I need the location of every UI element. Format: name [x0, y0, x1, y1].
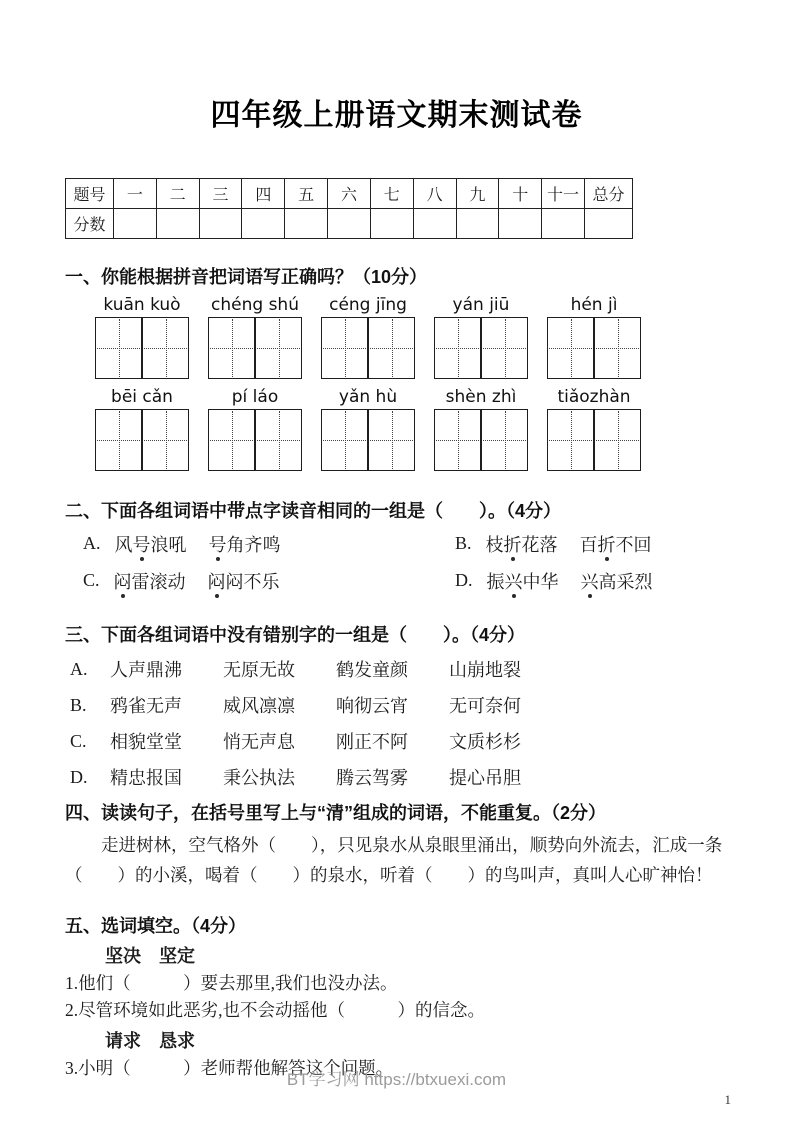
character: 闷	[114, 568, 132, 594]
word-item: 腾云驾雾	[336, 768, 408, 788]
writing-grid-cell	[369, 410, 414, 470]
word-item: 鹤发童颜	[336, 660, 408, 680]
character: 高	[598, 571, 617, 592]
word-item: 文质杉杉	[449, 732, 521, 752]
pinyin-label: shèn zhì	[445, 387, 517, 407]
writing-grid-cell	[322, 318, 369, 378]
character: 雷	[131, 571, 150, 592]
pinyin-label: pí láo	[231, 387, 279, 407]
word-item: 威风凛凛	[223, 696, 295, 716]
character: 烈	[634, 571, 653, 592]
word-item: 秉公执法	[223, 768, 295, 788]
dotted-word	[580, 531, 652, 557]
choice-label: C.	[70, 730, 87, 751]
score-table-column-header: 七	[370, 179, 413, 209]
word-item: 鸦雀无声	[110, 696, 182, 716]
dotted-word	[486, 531, 558, 557]
writing-grid	[321, 409, 415, 471]
writing-grid	[547, 317, 641, 379]
character: 兴	[505, 568, 523, 594]
fill-blank-item: 1.他们（ ）要去那里,我们也没办法。	[65, 973, 398, 993]
character: 花	[521, 534, 540, 555]
score-table-column-header: 四	[242, 179, 285, 209]
character: 齐	[244, 534, 263, 555]
word-item: 相貌堂堂	[110, 732, 182, 752]
section-3-options	[65, 651, 728, 795]
writing-grid	[547, 409, 641, 471]
section-2-options	[65, 525, 728, 599]
score-table-column-header: 五	[285, 179, 328, 209]
pinyin-label: hén jì	[570, 295, 618, 315]
character: 滚	[149, 571, 168, 592]
character: 角	[226, 534, 245, 555]
word-group-row	[70, 687, 728, 723]
dotted-word	[487, 568, 559, 594]
pinyin-label: kuān kuò	[103, 295, 181, 315]
word-group-row	[70, 759, 728, 795]
writing-grid	[208, 317, 302, 379]
score-table-empty-cell	[585, 209, 633, 239]
section-4-passage	[65, 830, 728, 890]
score-table-column-header: 一	[114, 179, 157, 209]
writing-grid-cell	[209, 318, 256, 378]
pinyin-word-group	[547, 294, 641, 379]
writing-grid-cell	[256, 318, 301, 378]
score-table-row-label: 分数	[66, 209, 114, 239]
score-table-row-label: 题号	[66, 179, 114, 209]
word-item: 响彻云宵	[336, 696, 408, 716]
character: 中	[522, 571, 541, 592]
character: 兴	[581, 568, 599, 594]
word-item: 精忠报国	[110, 768, 182, 788]
character: 浪	[150, 534, 169, 555]
section-2-heading: 二、下面各组词语中带点字读音相同的一组是（ ）。（4分）	[65, 501, 562, 521]
score-table-empty-cell	[370, 209, 413, 239]
dotted-word	[208, 568, 280, 594]
character: 不	[243, 571, 262, 592]
passage-line: 走进树林，空气格外（ ），只见泉水从泉眼里涌出，顺势向外流去，汇成一条	[101, 835, 723, 855]
character: 回	[633, 534, 652, 555]
score-table-empty-cell	[328, 209, 371, 239]
choice-option	[455, 562, 728, 599]
choice-option	[83, 525, 455, 562]
page-title: 四年级上册语文期末测试卷	[210, 99, 583, 132]
character: 枝	[485, 534, 504, 555]
writing-grid	[321, 317, 415, 379]
writing-grid-cell	[143, 410, 188, 470]
choice-label: D.	[455, 570, 473, 590]
writing-grid	[434, 317, 528, 379]
pinyin-label: yǎn hù	[338, 387, 398, 407]
character: 动	[167, 571, 186, 592]
pinyin-label: yán jiū	[452, 295, 510, 315]
score-table-column-header: 十一	[542, 179, 585, 209]
passage-line: （ ）的小溪，喝着（ ）的泉水，听着（ ）的鸟叫声，真叫人心旷神怡！	[65, 865, 713, 885]
score-table-column-header: 二	[156, 179, 199, 209]
writing-grid-cell	[256, 410, 301, 470]
word-item: 提心吊胆	[449, 768, 521, 788]
character: 华	[540, 571, 559, 592]
score-table-empty-cell	[542, 209, 585, 239]
character: 不	[615, 534, 634, 555]
pinyin-word-group	[95, 386, 189, 471]
score-table-column-header: 九	[456, 179, 499, 209]
pinyin-label: chéng shú	[211, 295, 299, 315]
character: 振	[486, 571, 505, 592]
writing-grid-cell	[96, 410, 143, 470]
pinyin-word-group	[434, 386, 528, 471]
dotted-word	[581, 568, 653, 594]
pinyin-word-group	[321, 386, 415, 471]
score-table-column-header: 三	[199, 179, 242, 209]
writing-grid-cell	[322, 410, 369, 470]
word-item: 悄无声息	[223, 732, 295, 752]
choice-option	[83, 562, 455, 599]
writing-grid-cell	[548, 410, 595, 470]
score-table-empty-cell	[114, 209, 157, 239]
score-table-column-header: 八	[413, 179, 456, 209]
score-table-empty-cell	[199, 209, 242, 239]
section-1-heading: 一、你能根据拼音把词语写正确吗？（10分）	[65, 267, 428, 287]
writing-grid	[434, 409, 528, 471]
section-4-heading: 四、读读句子，在括号里写上与“清”组成的词语，不能重复。（2分）	[65, 803, 607, 823]
dotted-word	[115, 531, 187, 557]
pinyin-word-group	[208, 386, 302, 471]
pinyin-label: céng jīng	[329, 295, 407, 315]
pinyin-word-group	[434, 294, 528, 379]
character: 乐	[261, 571, 280, 592]
writing-grid-cell	[369, 318, 414, 378]
character: 吼	[168, 534, 187, 555]
character: 号	[133, 531, 151, 557]
choice-label: B.	[70, 694, 87, 715]
pinyin-word-group	[208, 294, 302, 379]
writing-grid-cell	[143, 318, 188, 378]
section-5-heading: 五、选词填空。（4分）	[65, 916, 247, 936]
page-number: 1	[724, 1092, 731, 1107]
fill-blank-item: 3.小明（ ）老师帮他解答这个问题。	[65, 1058, 394, 1078]
dotted-word	[114, 568, 186, 594]
character: 采	[616, 571, 635, 592]
word-choice-pair: 请求 恳求	[105, 1031, 195, 1051]
word-item: 山崩地裂	[449, 660, 521, 680]
character: 闷	[225, 571, 244, 592]
score-table-empty-cell	[499, 209, 542, 239]
score-table-score-row	[66, 209, 633, 239]
score-table-empty-cell	[456, 209, 499, 239]
pinyin-word-group	[321, 294, 415, 379]
pinyin-grid-row-2	[95, 386, 728, 471]
word-item: 无可奈何	[449, 696, 521, 716]
writing-grid-cell	[482, 410, 527, 470]
character: 号	[209, 531, 227, 557]
choice-label: B.	[455, 533, 472, 553]
fill-blank-item: 2.尽管环境如此恶劣,也不会动摇他（ ）的信念。	[65, 1000, 485, 1020]
footer-watermark: BT学习网 https://btxuexi.com	[286, 1070, 507, 1089]
character: 折	[598, 531, 616, 557]
choice-option	[455, 525, 728, 562]
word-choice-pair: 坚决 坚定	[105, 946, 195, 966]
writing-grid-cell	[548, 318, 595, 378]
writing-grid-cell	[96, 318, 143, 378]
word-group-row	[70, 651, 728, 687]
character: 鸣	[262, 534, 281, 555]
score-table-column-header: 总分	[585, 179, 633, 209]
score-table-empty-cell	[413, 209, 456, 239]
writing-grid	[95, 317, 189, 379]
dotted-word	[209, 531, 281, 557]
writing-grid-cell	[435, 318, 482, 378]
section-3-heading: 三、下面各组词语中没有错别字的一组是（ ）。（4分）	[65, 625, 526, 645]
writing-grid-cell	[482, 318, 527, 378]
score-table-empty-cell	[156, 209, 199, 239]
writing-grid	[208, 409, 302, 471]
pinyin-word-group	[95, 294, 189, 379]
writing-grid-cell	[209, 410, 256, 470]
pinyin-grid-row-1	[95, 294, 728, 379]
choice-label: C.	[83, 570, 100, 590]
pinyin-word-group	[547, 386, 641, 471]
score-table-header-row	[66, 179, 633, 209]
score-table-column-header: 六	[328, 179, 371, 209]
word-item: 无原无故	[223, 660, 295, 680]
character: 落	[539, 534, 558, 555]
score-table-empty-cell	[242, 209, 285, 239]
pinyin-label: bēi cǎn	[111, 387, 173, 407]
character: 风	[114, 534, 133, 555]
character: 折	[504, 531, 522, 557]
choice-label: A.	[70, 658, 88, 679]
choice-label: A.	[83, 533, 101, 553]
pinyin-label: tiǎozhàn	[557, 387, 631, 407]
word-group-row	[70, 723, 728, 759]
choice-label: D.	[70, 766, 88, 787]
score-table	[65, 178, 633, 239]
word-item: 刚正不阿	[336, 732, 408, 752]
writing-grid-cell	[595, 318, 640, 378]
writing-grid-cell	[595, 410, 640, 470]
character: 闷	[208, 568, 226, 594]
writing-grid	[95, 409, 189, 471]
character: 百	[579, 534, 598, 555]
word-item: 人声鼎沸	[110, 660, 182, 680]
score-table-empty-cell	[285, 209, 328, 239]
writing-grid-cell	[435, 410, 482, 470]
score-table-column-header: 十	[499, 179, 542, 209]
